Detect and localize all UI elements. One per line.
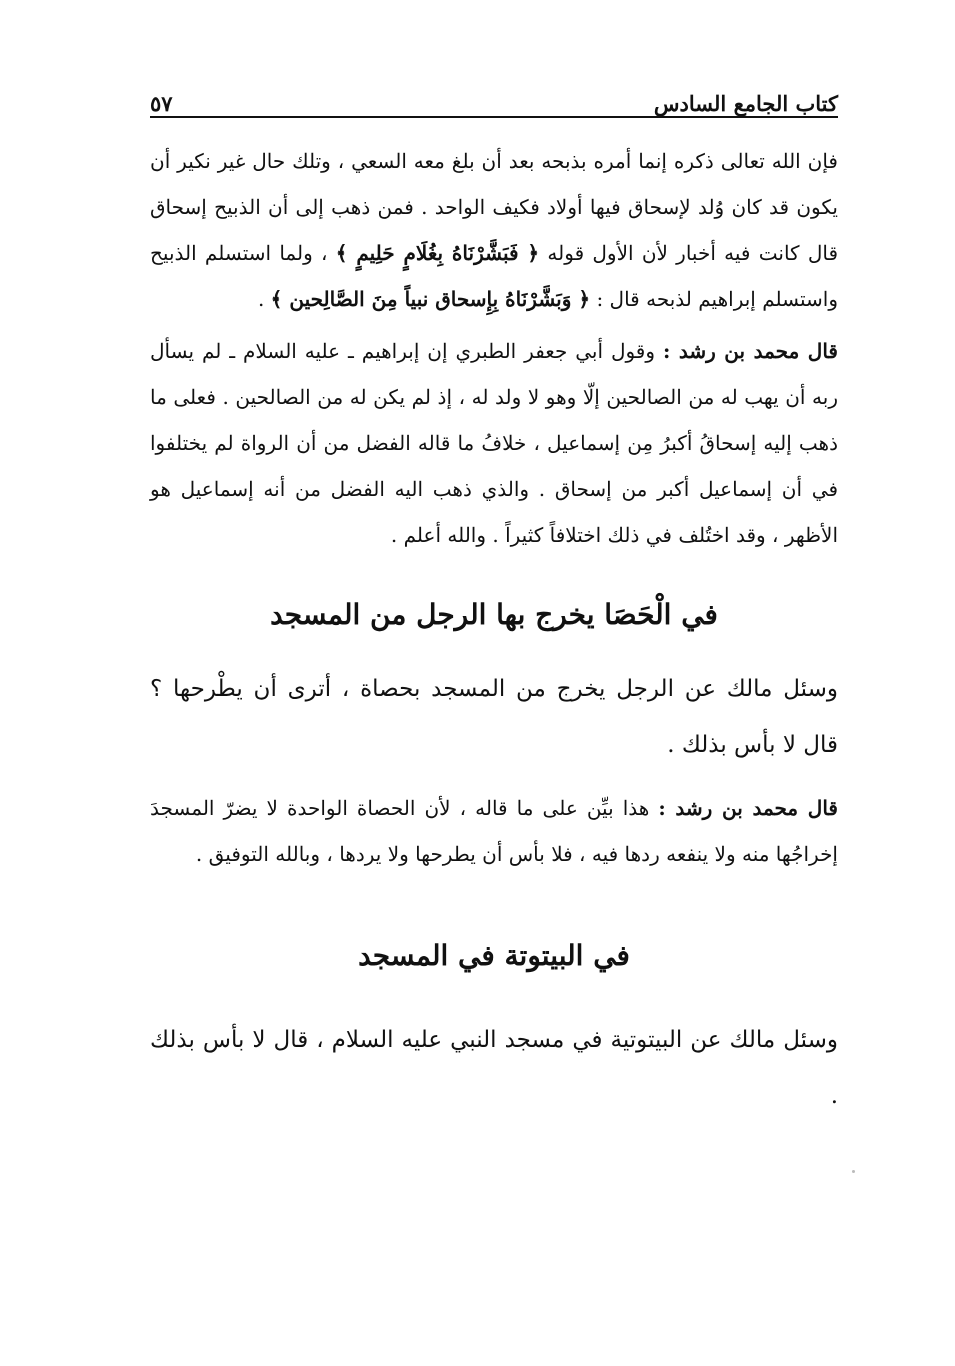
paragraph-question-pebbles: وسئل مالك عن الرجل يخرج من المسجد بحصاة ، أترى أن يطْرحها ؟ قال لا بأس بذلك . [150, 676, 838, 758]
paragraph-ibn-rushd-comment [150, 328, 838, 558]
page-number: ٥٧ [150, 91, 173, 116]
paper-speck [852, 1170, 855, 1173]
quran-verse: ﴿ فَبَشَّرْنَاهُ بِغُلَامٍ حَلِيمٍ ﴾ [335, 241, 540, 265]
section-heading-overnight: في البيتوتة في المسجد [358, 939, 630, 972]
paragraph-text: هذا بيِّن على ما قاله ، لأن الحصاة الواحدة لا يضرّ المسجدَ إخراجُها منه ولا ينفعه ردها فيه ، فلا بأس أن يطرحها ولا يردها ، وبالله التوفيق . [150, 796, 838, 866]
paragraph-text: فإن الله تعالى ذكره إنما أمره بذبحه بعد أن بلغ معه السعي ، وتلك حال غير نكير أن يكون قد كان وُلد لإسحاق فيها أولاد فكيف الواحد . فمن ذهب إلى أن الذبيح إسحاق قال كانت فيه أخبار لأن الأول قوله [150, 149, 839, 265]
paragraph-ibn-rushd-pebbles [150, 785, 838, 877]
quran-verse: ﴿ وَبَشَّرْنَاهُ بِإِسحاق نبياً مِنَ الصَّالِحين ﴾ [270, 287, 591, 311]
commentator-lead: قال محمد بن رشد : [658, 796, 838, 820]
section-heading-pebbles: في الْحَصَا يخرج بها الرجل من المسجد [270, 598, 718, 631]
paragraph-end: . [257, 287, 265, 311]
paragraph-text: وقول أبي جعفر الطبري إن إبراهيم ـ عليه السلام ـ لم يسأل ربه أن يهب له من الصالحين إلّا وهو لا ولد له ، إذ لم يكن له من الصالحين . فعلى ما ذهب إليه إسحاقُ أكبرُ مِن إسماعيل ، خلافُ ما قاله الفضل من أن الرواة لم يختلفوا في أن إسماعيل أكبر من إسحاق . والذي ذهب اليه الفضل من أنه إسماعيل هو الأظهر ، وقد اختُلف في ذلك اختلافاً كثيراً . والله أعلم . [150, 339, 838, 547]
page-content [150, 78, 838, 1124]
paragraph-dhabih [150, 138, 838, 322]
commentator-lead: قال محمد بن رشد : [662, 339, 838, 363]
book-title: كتاب الجامع السادس [653, 91, 838, 116]
running-header [150, 78, 838, 118]
paragraph-text: ، ولما استسلم الذبيح واستسلم إبراهيم لذبحه قال : [150, 241, 838, 311]
paragraph-question-overnight: وسئل مالك عن البيتوتية في مسجد النبي عليه السلام ، قال لا بأس بذلك . [150, 1027, 838, 1109]
